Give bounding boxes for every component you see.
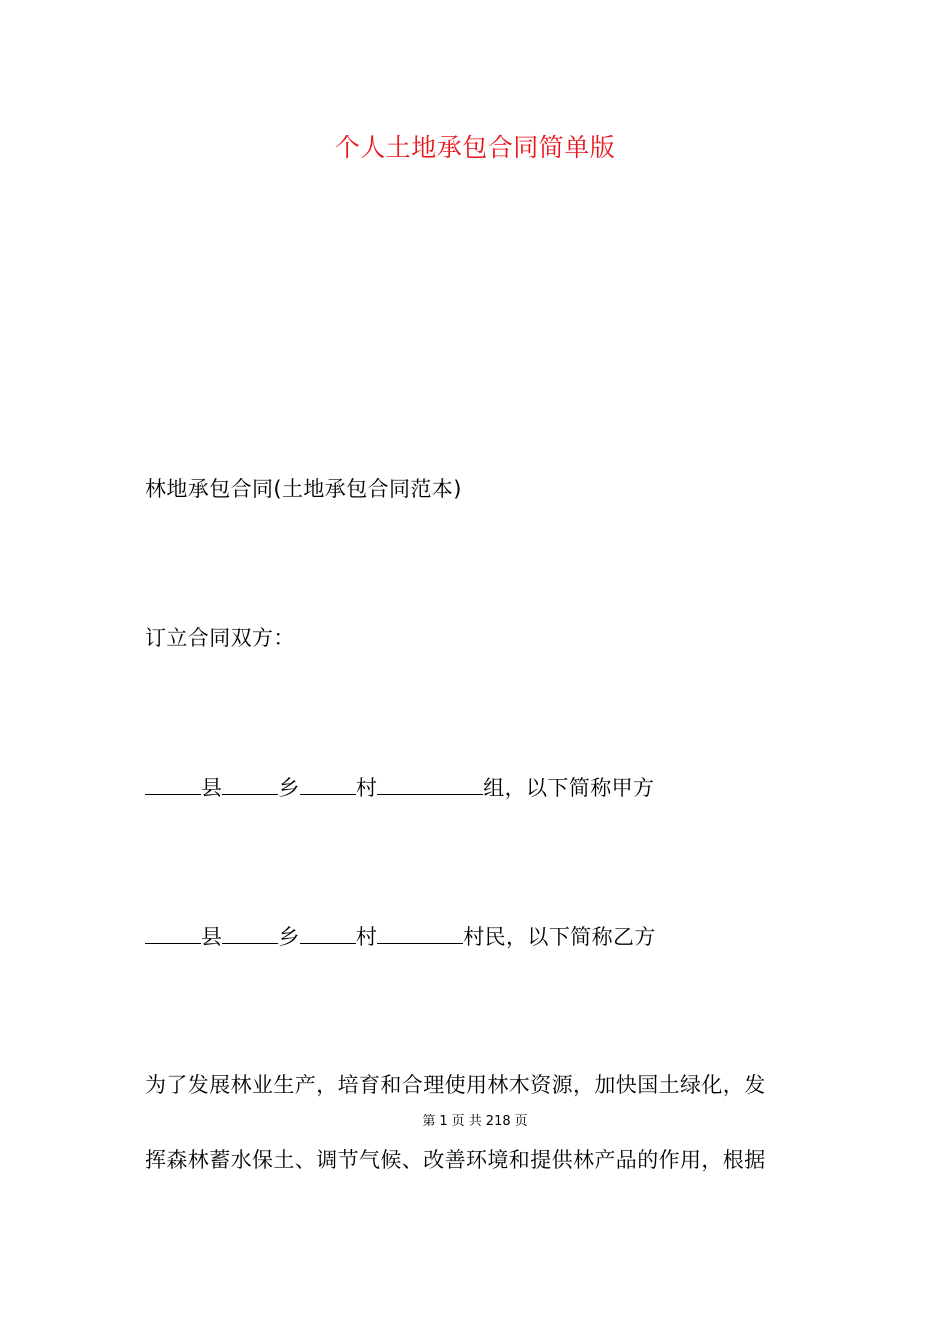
villager-blank: [377, 921, 463, 944]
county-blank: [145, 772, 201, 795]
township-label: 乡: [278, 925, 300, 949]
village-blank: [300, 772, 356, 795]
footer-prefix: 第: [422, 1114, 436, 1129]
county-label: 县: [201, 925, 223, 949]
village-label: 村: [355, 776, 378, 800]
page-footer: [0, 1113, 950, 1131]
county-label: 县: [201, 776, 223, 800]
township-label: 乡: [278, 776, 300, 800]
village-blank: [300, 921, 356, 944]
contract-parties-heading: 订立合同双方：: [145, 626, 295, 650]
party-a-tail: 组，以下简称甲方: [483, 776, 655, 800]
party-b-tail: 村民，以下简称乙方: [463, 925, 656, 949]
contract-subtitle: 林地承包合同(土地承包合同范本): [145, 477, 462, 501]
body-paragraph-line-1: 为了发展林业生产，培育和合理使用林木资源，加快国土绿化，发: [145, 1073, 766, 1097]
footer-total-pages: 218: [485, 1114, 511, 1129]
group-blank: [377, 772, 483, 795]
document-title: 个人土地承包合同简单版: [334, 133, 616, 162]
party-b-line: [145, 921, 656, 952]
party-a-line: [145, 772, 654, 803]
township-blank: [222, 921, 278, 944]
footer-page-number: 1: [439, 1114, 448, 1129]
body-paragraph-line-2: 挥森林蓄水保土、调节气候、改善环境和提供林产品的作用，根据: [145, 1148, 766, 1172]
village-label: 村: [355, 925, 378, 949]
township-blank: [222, 772, 278, 795]
footer-suffix: 页: [514, 1114, 528, 1129]
footer-middle: 页 共: [451, 1114, 482, 1129]
county-blank: [145, 921, 201, 944]
